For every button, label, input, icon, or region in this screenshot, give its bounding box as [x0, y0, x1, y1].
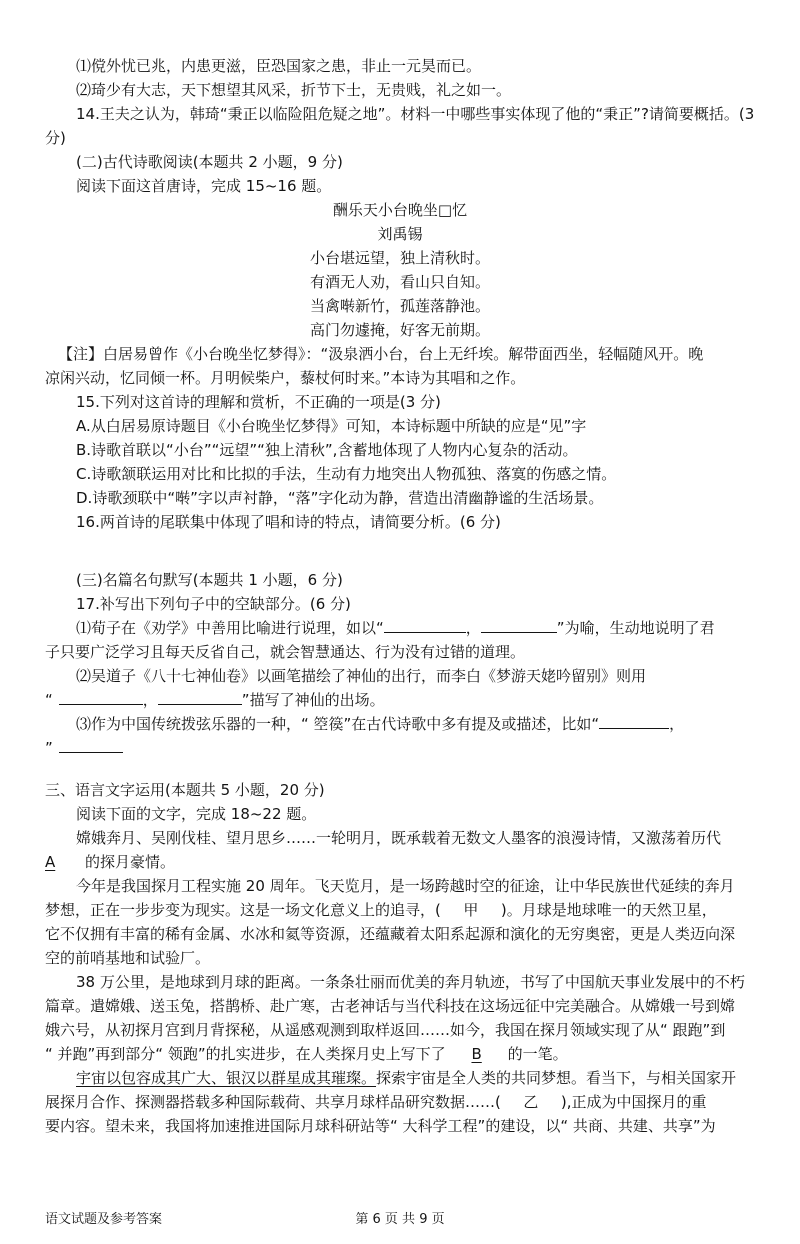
passage-text: “ 并跑”再到部分“ 领跑”的扎实进步，在人类探月史上写下了 — [45, 1045, 446, 1063]
answer-blank[interactable] — [599, 712, 669, 729]
question-16: 16.两首诗的尾联集中体现了唱和诗的特点，请简要分析。(6 分) — [76, 513, 501, 531]
passage-text: ),正成为中国探月的重 — [560, 1093, 707, 1111]
poem-note-cont: 凉闲兴动，忆同倾一杯。月明候柴户，藜杖何时来。”本诗为其唱和之作。 — [45, 369, 526, 387]
footer-title: 语文试题及参考答案 — [45, 1212, 163, 1227]
passage-text: 的一笔。 — [507, 1045, 568, 1063]
passage-p1: 嫦娥奔月、吴刚伐桂、望月思乡……一轮明月，既承载着无数文人墨客的浪漫诗情，又激荡着历代 — [76, 829, 722, 847]
underlined-sentence: 宇宙以包容成其广大、银汉以群星成其璀璨。 — [76, 1069, 377, 1087]
dictation-quote: ” — [45, 739, 53, 757]
poetry-intro: 阅读下面这首唐诗，完成 15~16 题。 — [76, 177, 332, 195]
dictation-item-2: ⑵吴道子《八十七神仙卷》以画笔描绘了神仙的出行，而李白《梦游天姥吟留别》则用 — [76, 667, 647, 685]
dictation-text: ”描写了神仙的出场。 — [241, 691, 385, 709]
material-line-2: ⑵琦少有大志，天下想望其风采，折节下士，无贵贱，礼之如一。 — [76, 81, 512, 99]
passage-text: 的探月豪情。 — [85, 853, 176, 871]
dictation-comma: ， — [465, 619, 481, 637]
dictation-item-1-cont: 子只要广泛学习且每天反省自己，就会智慧通达、行为没有过错的道理。 — [45, 643, 526, 661]
passage-text: 梦想，正在一步步变为现实。这是一场文化意义上的追寻，( — [45, 901, 441, 919]
poem-author: 刘禹锡 — [377, 225, 423, 243]
passage-p3-cont — [45, 1042, 568, 1066]
blank-a[interactable]: A — [45, 853, 56, 871]
passage-p2-cont — [45, 898, 717, 922]
poem-verse: 高门勿遽掩，好客无前期。 — [309, 321, 490, 339]
poem-title: 酬乐天小台晚坐□忆 — [332, 201, 468, 219]
poem-verse: 当禽啭新竹，孤莲落静池。 — [309, 297, 490, 315]
passage-p2-cont: 它不仅拥有丰富的稀有金属、水冰和氦等资源，还蕴藏着太阳系起源和演化的无穷奥密，更是人类迈向深 — [45, 925, 736, 943]
poem-verse: 有酒无人劝，看山只自知。 — [309, 273, 490, 291]
question-14-cont: 分) — [45, 129, 66, 147]
option-a: A.从白居易原诗题目《小台晚坐忆梦得》可知，本诗标题中所缺的应是“见”字 — [76, 417, 587, 435]
option-d: D.诗歌颈联中“啭”字以声衬静，“落”字化动为静，营造出清幽静谧的生活场景。 — [76, 489, 604, 507]
language-intro: 阅读下面的文字，完成 18~22 题。 — [76, 805, 317, 823]
dictation-item-3 — [76, 712, 684, 736]
poem-note: 【注】白居易曾作《小台晚坐忆梦得》：“汲泉洒小台，台上无纤埃。解带面西坐，轻幅随风开。晚 — [58, 345, 704, 363]
blank-b[interactable]: B — [471, 1045, 482, 1063]
passage-p3-cont: 篇章。遣嫦娥、送玉兔，搭鹊桥、赴广寒，古老神话与当代科技在这场远征中完美融合。从嫦娥一号到嫦 — [45, 997, 736, 1015]
dictation-item-1 — [76, 616, 715, 640]
passage-text: 展探月合作、探测器搭载多种国际载荷、共享月球样品研究数据……( — [45, 1093, 501, 1111]
blank-jia[interactable]: 甲 — [463, 901, 479, 919]
passage-p2-cont: 空的前哨基地和试验厂。 — [45, 949, 211, 967]
passage-text: 探索宇宙是全人类的共同梦想。看当下，与相关国家开 — [376, 1069, 737, 1087]
dictation-item-3-cont — [45, 736, 123, 760]
passage-p1-cont — [45, 850, 175, 874]
passage-p4-cont — [45, 1090, 706, 1114]
question-17: 17.补写出下列句子中的空缺部分。(6 分) — [76, 595, 351, 613]
dictation-text: ⑴荀子在《劝学》中善用比喻进行说理，如以“ — [76, 619, 384, 637]
dictation-comma: ， — [142, 691, 158, 709]
answer-blank[interactable] — [384, 616, 466, 633]
answer-blank[interactable] — [59, 736, 123, 753]
dictation-item-2-cont — [45, 688, 385, 712]
option-b: B.诗歌首联以“小台”“远望”“独上清秋”,含蓄地体现了人物内心复杂的活动。 — [76, 441, 578, 459]
passage-p4-cont: 要内容。望未来，我国将加速推进国际月球科研站等“ 大科学工程”的建设，以“ 共商、共建、共享”为 — [45, 1117, 716, 1135]
question-14: 14.王夫之认为，韩琦“秉正以临险阻危疑之地”。材料一中哪些事实体现了他的“秉正”?请简要概括。(3 — [76, 105, 755, 123]
section-heading-dictation: (三)名篇名句默写(本题共 1 小题，6 分) — [76, 571, 343, 589]
passage-text: )。月球是地球唯一的天然卫星， — [500, 901, 717, 919]
passage-p2: 今年是我国探月工程实施 20 周年。飞天览月，是一场跨越时空的征途，让中华民族世代延续的奔月 — [76, 877, 735, 895]
dictation-quote: “ — [45, 691, 53, 709]
answer-blank[interactable] — [481, 616, 557, 633]
passage-p4 — [76, 1066, 736, 1090]
dictation-comma: ， — [669, 715, 685, 733]
section-heading-language: 三、语言文字运用(本题共 5 小题，20 分) — [45, 781, 325, 799]
dictation-text: ”为喻，生动地说明了君 — [556, 619, 715, 637]
option-c: C.诗歌颔联运用对比和比拟的手法，生动有力地突出人物孤独、落寞的伤感之情。 — [76, 465, 617, 483]
passage-p3: 38 万公里，是地球到月球的距离。一条条壮丽而优美的奔月轨迹，书写了中国航天事业发展中的不朽 — [76, 973, 745, 991]
page-number: 第 6 页 共 9 页 — [355, 1212, 445, 1227]
material-line-1: ⑴傥外忧已兆，内患更滋，臣恐国家之患，非止一元昊而已。 — [76, 57, 482, 75]
blank-yi[interactable]: 乙 — [523, 1093, 539, 1111]
answer-blank[interactable] — [59, 688, 143, 705]
answer-blank[interactable] — [158, 688, 242, 705]
section-heading-poetry: (二)古代诗歌阅读(本题共 2 小题，9 分) — [76, 153, 343, 171]
dictation-text: ⑶作为中国传统拨弦乐器的一种，“ 箜篌”在古代诗歌中多有提及或描述，比如“ — [76, 715, 600, 733]
poem-verse: 小台堪远望，独上清秋时。 — [309, 249, 490, 267]
passage-p3-cont: 娥六号，从初探月宫到月背探秘，从遥感观测到取样返回……如今，我国在探月领域实现了从“ 跟跑”到 — [45, 1021, 726, 1039]
question-15: 15.下列对这首诗的理解和赏析，不正确的一项是(3 分) — [76, 393, 441, 411]
